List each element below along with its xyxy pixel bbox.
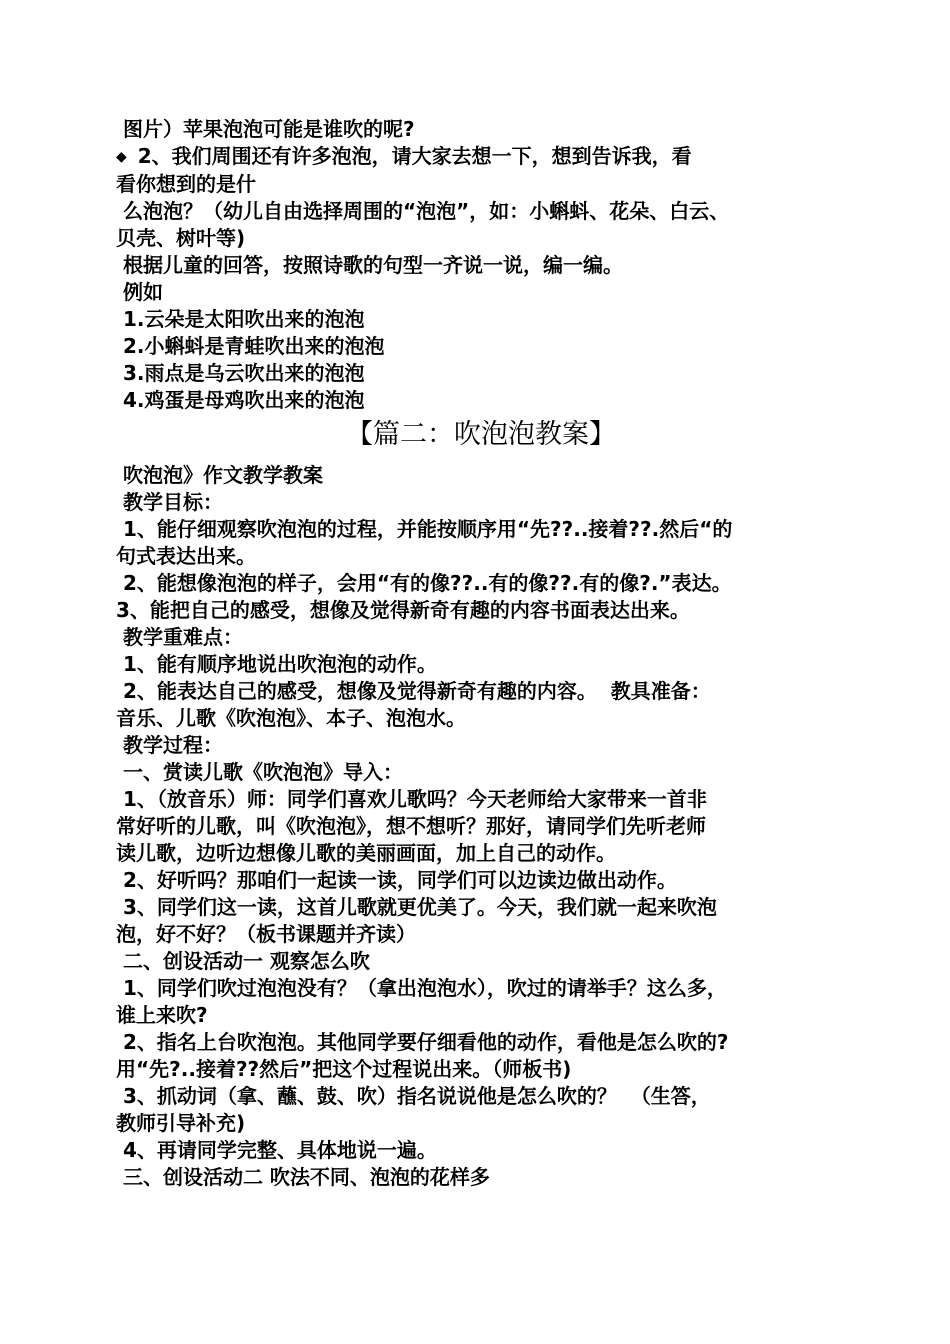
text-line: 谁上来吹? [116, 1003, 208, 1027]
text-line: 看你想到的是什 [116, 172, 256, 196]
text-line: 3、抓动词（拿、蘸、鼓、吹）指名说说他是怎么吹的？ （生答， [116, 1084, 711, 1108]
text-line: 教学重难点： [116, 625, 243, 649]
text-line: 图片）苹果泡泡可能是谁吹的呢? [116, 117, 415, 141]
lesson-title: 吹泡泡》作文教学教案 [116, 463, 323, 487]
text-line: 1、能有顺序地说出吹泡泡的动作。 [116, 652, 437, 676]
text-line: 1、同学们吹过泡泡没有？（拿出泡泡水），吹过的请举手？这么多， [116, 976, 727, 1000]
text-line: 一、赏读儿歌《吹泡泡》导入： [116, 760, 403, 784]
text-line: 读儿歌，边听边想像儿歌的美丽画面，加上自己的动作。 [116, 841, 616, 865]
text-line: 2、能表达自己的感受，想像及觉得新奇有趣的内容。 教具准备： [116, 679, 711, 703]
text-line: 音乐、儿歌《吹泡泡》、本子、泡泡水。 [116, 706, 466, 730]
text-line: 2、我们周围还有许多泡泡，请大家去想一下，想到告诉我，看 [130, 144, 692, 168]
text-line: 2、能想像泡泡的样子，会用“有的像??..有的像??.有的像?.”表达。 [116, 571, 732, 595]
text-line: 泡，好不好？（板书课题并齐读） [116, 922, 416, 946]
text-line: 4、再请同学完整、具体地说一遍。 [116, 1138, 437, 1162]
text-line: 常好听的儿歌，叫《吹泡泡》，想不想听？那好，请同学们先听老师 [116, 814, 706, 838]
diamond-bullet-icon: ◆ [116, 149, 127, 165]
text-line: 贝壳、树叶等) [116, 226, 246, 250]
text-line-with-bullet [116, 143, 846, 171]
text-line: 3、能把自己的感受，想像及觉得新奇有趣的内容书面表达出来。 [116, 598, 690, 622]
text-line: 1、能仔细观察吹泡泡的过程，并能按顺序用“先??..接着??.然后“的 [116, 517, 733, 541]
text-line: 教学目标： [116, 490, 223, 514]
example-item: 2.小蝌蚪是青蛙吹出来的泡泡 [116, 334, 385, 358]
text-line: 3、同学们这一读，这首儿歌就更优美了。今天，我们就一起来吹泡 [116, 895, 717, 919]
text-line: 教学过程： [116, 733, 223, 757]
example-item: 1.云朵是太阳吹出来的泡泡 [116, 307, 365, 331]
text-line: 例如 [116, 280, 163, 304]
text-line: 么泡泡？（幼儿自由选择周围的“泡泡”，如：小蝌蚪、花朵、白云、 [116, 199, 730, 223]
text-line: 根据儿童的回答，按照诗歌的句型一齐说一说，编一编。 [116, 253, 623, 277]
text-line: 用“先?..接着??然后”把这个过程说出来。（师板书) [116, 1057, 572, 1081]
text-line: 2、好听吗？那咱们一起读一读，同学们可以边读边做出动作。 [116, 868, 677, 892]
text-line: 二、创设活动一 观察怎么吹 [116, 949, 370, 973]
text-line: 2、指名上台吹泡泡。其他同学要仔细看他的动作，看他是怎么吹的? [116, 1030, 729, 1054]
text-line: 三、创设活动二 吹法不同、泡泡的花样多 [116, 1165, 490, 1189]
text-line: 句式表达出来。 [116, 544, 256, 568]
section-heading: 【篇二：吹泡泡教案】 [346, 419, 616, 450]
example-item: 4.鸡蛋是母鸡吹出来的泡泡 [116, 388, 365, 412]
text-line: 1、（放音乐）师：同学们喜欢儿歌吗？今天老师给大家带来一首非 [116, 787, 707, 811]
example-item: 3.雨点是乌云吹出来的泡泡 [116, 361, 365, 385]
document-body [116, 116, 846, 1191]
text-line: 教师引导补充) [116, 1111, 246, 1135]
